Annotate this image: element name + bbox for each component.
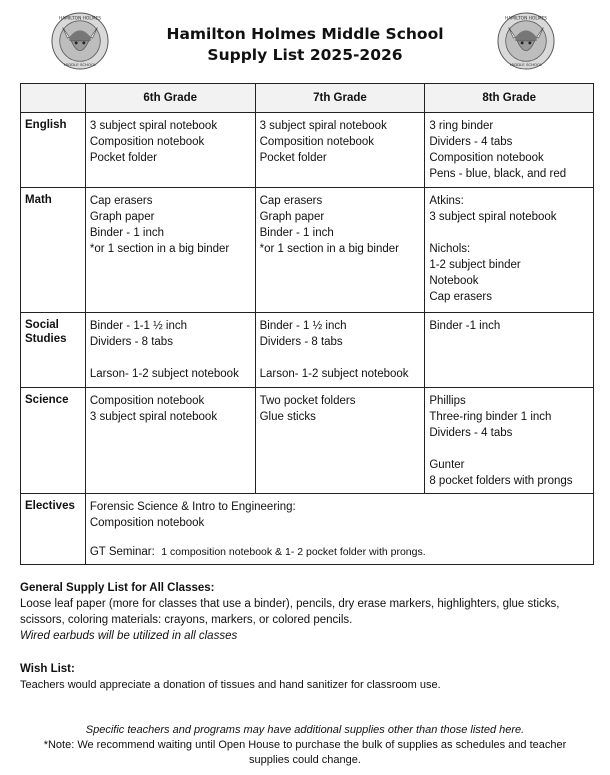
list-item: Composition notebook	[89, 136, 205, 148]
list-item: Atkins:	[429, 195, 464, 207]
subject-english: English	[21, 113, 86, 188]
list-item: Gunter	[429, 459, 465, 471]
list-item: GT Seminar: 1 composition notebook & 1- 2 pocket folder with prongs.	[89, 546, 426, 558]
subject-math: Math	[21, 188, 86, 313]
list-item: 3 subject spiral notebook	[259, 120, 387, 132]
list-item: Dividers - 8 tabs	[259, 336, 343, 348]
school-name: Hamilton Holmes Middle School	[166, 25, 444, 43]
list-item: Larson- 1-2 subject notebook	[89, 368, 239, 380]
row-electives	[21, 494, 594, 565]
list-item: 8 pocket folders with prongs	[429, 475, 573, 487]
english-8th	[425, 113, 594, 188]
list-item: Graph paper	[259, 211, 325, 223]
general-supply-body: Loose leaf paper (more for classes that use a binder), pencils, dry erase markers, highlighters, glue sticks, scissors, coloring materials: crayons, markers, or colored pencils.	[20, 598, 560, 626]
row-math	[21, 188, 594, 313]
list-item: Composition notebook	[89, 395, 205, 407]
list-item: 3 subject spiral notebook	[89, 120, 218, 132]
general-supply-note: Wired earbuds will be utilized in all classes	[20, 630, 238, 642]
list-item: Glue sticks	[259, 411, 316, 423]
footer-note-line2: supplies could change.	[249, 754, 361, 766]
document-title: Supply List 2025-2026	[207, 46, 403, 64]
list-item: Dividers - 4 tabs	[429, 427, 513, 439]
list-item: 3 subject spiral notebook	[429, 211, 557, 223]
header-8th-grade: 8th Grade	[425, 84, 594, 113]
svg-text:HAMILTON HOLMES: HAMILTON HOLMES	[58, 16, 102, 22]
list-item: Notebook	[429, 275, 479, 287]
math-6th	[85, 188, 255, 313]
list-item: Binder - 1 inch	[89, 227, 165, 239]
header-7th-grade: 7th Grade	[255, 84, 425, 113]
svg-text:MIDDLE SCHOOL: MIDDLE SCHOOL	[509, 62, 543, 68]
list-item: Composition notebook	[89, 517, 205, 529]
list-item: Pocket folder	[259, 152, 327, 164]
svg-text:MIDDLE SCHOOL: MIDDLE SCHOOL	[63, 62, 97, 68]
list-item: 3 ring binder	[429, 120, 494, 132]
list-item: Two pocket folders	[259, 395, 356, 407]
list-item: *or 1 section in a big binder	[259, 243, 399, 255]
list-item: Nichols:	[429, 243, 471, 255]
list-item: Graph paper	[89, 211, 155, 223]
social-7th	[255, 313, 425, 388]
table-header-row	[21, 84, 594, 113]
footer-disclaimer: Specific teachers and programs may have additional supplies other than those listed here.	[85, 724, 525, 736]
electives-all-grades	[85, 494, 593, 565]
english-7th	[255, 113, 425, 188]
list-item: Cap erasers	[259, 195, 323, 207]
subject-science: Science	[21, 388, 86, 494]
footer-note-line1: *Note: We recommend waiting until Open House to purchase the bulk of supplies as schedules and teacher	[43, 739, 567, 751]
subject-electives: Electives	[21, 494, 86, 565]
list-item: Pens - blue, black, and red	[429, 168, 567, 180]
list-item: Phillips	[429, 395, 466, 407]
list-item: Cap erasers	[89, 195, 153, 207]
school-logo-left	[51, 12, 109, 70]
social-8th	[425, 313, 594, 388]
wish-list-body: Teachers would appreciate a donation of tissues and hand sanitizer for classroom use.	[20, 679, 441, 691]
social-6th	[85, 313, 255, 388]
english-6th	[85, 113, 255, 188]
list-item: Pocket folder	[89, 152, 157, 164]
header-6th-grade: 6th Grade	[85, 84, 255, 113]
wish-list-section	[20, 661, 595, 693]
science-6th	[85, 388, 255, 494]
list-item: Binder - 1 inch	[259, 227, 334, 239]
list-item: Forensic Science & Intro to Engineering:	[89, 501, 296, 513]
header-blank-cell	[21, 84, 86, 113]
science-8th	[425, 388, 594, 494]
list-item: Dividers - 4 tabs	[429, 136, 513, 148]
general-supply-heading: General Supply List for All Classes:	[20, 582, 215, 594]
row-english	[21, 113, 594, 188]
list-item: Cap erasers	[429, 291, 492, 303]
list-item: Binder -1 inch	[429, 320, 501, 332]
list-item: Dividers - 8 tabs	[89, 336, 173, 348]
page-header	[0, 0, 610, 80]
list-item: Binder - 1-1 ½ inch	[89, 320, 188, 332]
math-8th	[425, 188, 594, 313]
list-item: 3 subject spiral notebook	[89, 411, 218, 423]
list-item: Larson- 1-2 subject notebook	[259, 368, 409, 380]
row-social-studies	[21, 313, 594, 388]
page-footer	[0, 723, 610, 768]
row-science	[21, 388, 594, 494]
subject-social-studies: Social Studies	[21, 313, 86, 388]
list-item: Binder - 1 ½ inch	[259, 320, 347, 332]
list-item: Composition notebook	[259, 136, 375, 148]
supply-table	[20, 83, 594, 565]
math-7th	[255, 188, 425, 313]
science-7th	[255, 388, 425, 494]
list-item: 1-2 subject binder	[429, 259, 521, 271]
list-item: Composition notebook	[429, 152, 544, 164]
list-item: *or 1 section in a big binder	[89, 243, 230, 255]
wish-list-heading: Wish List:	[20, 663, 75, 675]
school-logo-right	[497, 12, 555, 70]
general-supply-section	[20, 580, 595, 644]
svg-text:HAMILTON HOLMES: HAMILTON HOLMES	[504, 16, 548, 22]
list-item: Three-ring binder 1 inch	[429, 411, 552, 423]
